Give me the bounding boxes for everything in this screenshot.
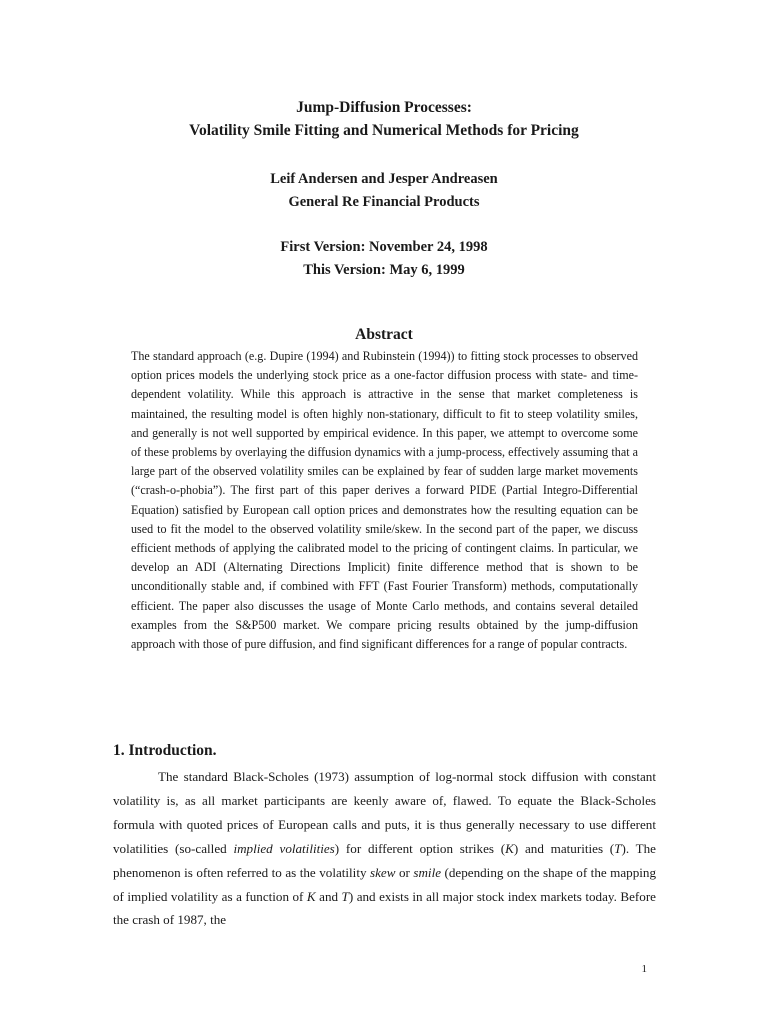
intro-text: ). The phenomenon is often referred to as the volatility — [113, 840, 656, 880]
intro-emphasis: K — [505, 840, 514, 856]
authors: Leif Andersen and Jesper Andreasen — [270, 171, 498, 187]
intro-text: ) and exists in all major stock index markets today. Before the crash of 1987, the — [113, 888, 656, 928]
first-version: First Version: November 24, 1998 — [280, 239, 488, 255]
intro-text: and — [315, 888, 342, 904]
abstract-heading: Abstract — [355, 326, 413, 343]
intro-text: (depending on the shape of the mapping of implied volatility as a function of — [113, 864, 656, 904]
version-block — [0, 236, 768, 282]
intro-emphasis: T — [614, 840, 622, 856]
introduction-paragraph — [113, 765, 656, 932]
intro-text: The standard Black-Scholes (1973) assumption of log-normal stock diffusion with constant volatility is, as all market participants are keenly aware of, flawed. To equate the Black-Scholes formula with quoted prices of European calls and puts, it is thus generally necessary to use different volatilities (so-called — [113, 769, 656, 856]
intro-text: ) for different option strikes ( — [334, 840, 506, 856]
this-version: This Version: May 6, 1999 — [303, 262, 465, 278]
intro-text: ) and maturities ( — [513, 840, 615, 856]
intro-emphasis: smile — [413, 864, 442, 880]
abstract-text: The standard approach (e.g. Dupire (1994) and Rubinstein (1994)) to fitting stock processes to observed option prices models the underlying stock price as a one-factor diffusion process with state- and time-dependent volatility. While this approach is attractive in the sense that market completeness is maintained, the resulting model is often highly non-stationary, difficult to fit to steep volatility smiles, and generally is not well supported by empirical evidence. In this paper, we attempt to overcome some of these problems by overlaying the diffusion dynamics with a jump-process, effectively assuming that a large part of the observed volatility smiles can be explained by fear of sudden large market movements (“crash-o-phobia”). The first part of this paper derives a forward PIDE (Partial Integro-Differential Equation) satisfied by European call option prices and demonstrates how the resulting equation can be used to fit the model to the observed volatility smile/skew. In the second part of the paper, we discuss efficient methods of applying the calibrated model to the pricing of contingent claims. In particular, we develop an ADI (Alternating Directions Implicit) finite difference method that is shown to be unconditionally stable and, if combined with FFT (Fast Fourier Transform) methods, computationally efficient. The paper also discusses the usage of Monte Carlo methods, and contains several detailed examples from the S&P500 market. We compare pricing results obtained by the jump-diffusion approach with those of pure diffusion, and find significant differences for a range of popular contracts. — [131, 349, 638, 652]
affiliation: General Re Financial Products — [288, 194, 480, 210]
intro-text: or — [395, 864, 414, 880]
intro-emphasis: skew — [370, 864, 396, 880]
title-line-1: Jump-Diffusion Processes: — [296, 99, 472, 116]
intro-emphasis: K — [306, 888, 316, 904]
title-line-2: Volatility Smile Fitting and Numerical Methods for Pricing — [189, 122, 579, 139]
author-block — [0, 168, 768, 214]
paper-title — [0, 96, 768, 142]
section-heading-introduction: 1. Introduction. — [113, 742, 217, 759]
intro-emphasis: implied volatilities — [233, 840, 335, 856]
page-number: 1 — [641, 963, 647, 975]
intro-emphasis: T — [341, 888, 349, 904]
